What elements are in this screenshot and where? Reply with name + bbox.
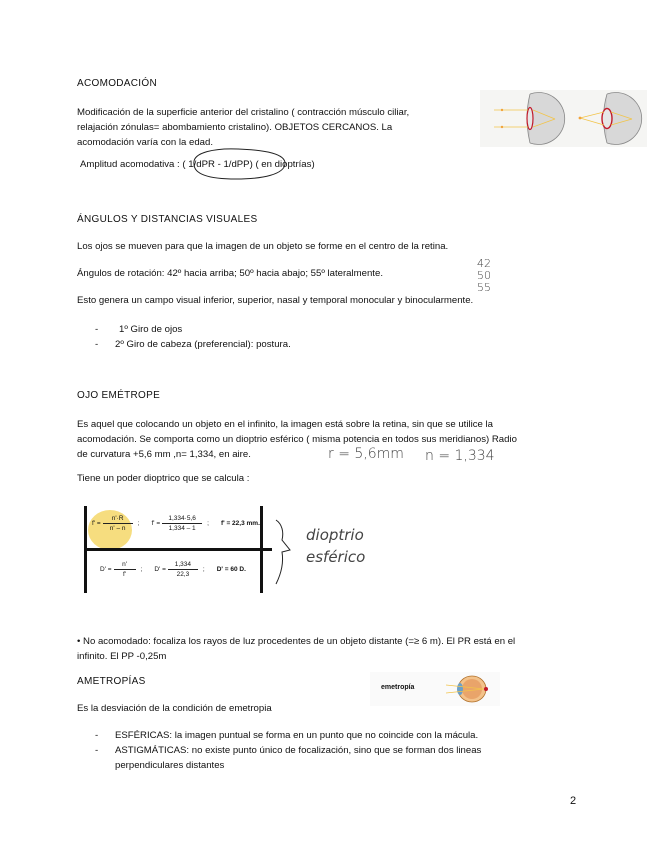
emetropia-figure xyxy=(370,672,500,706)
text-line: acomodación. Se comporta como un dioptrio esférico ( misma potencia en todos sus meridianos) Radio xyxy=(77,434,517,445)
acomodacion-paragraph xyxy=(77,105,472,150)
ametropias-intro: Es la desviación de la condición de emetropia xyxy=(77,703,272,714)
angulos-p2: Ángulos de rotación: 42º hacia arriba; 50º hacia abajo; 55º lateralmente. xyxy=(77,268,383,279)
text-line: Modificación de la superficie anterior del cristalino ( contracción músculo ciliar, xyxy=(77,107,410,118)
frame-middle xyxy=(84,548,272,551)
text-line: relajación zónulas= abombamiento cristalino). OBJETOS CERCANOS. La xyxy=(77,122,393,133)
formula-result: f' = 22,3 mm. xyxy=(220,520,260,527)
list-item: - ASTIGMÁTICAS: no existe punto único de focalización, sino que se forman dos lineas perpendiculares distantes xyxy=(95,745,482,771)
no-acomodado-paragraph xyxy=(77,634,577,664)
ametropias-bullet-list xyxy=(95,728,555,773)
text-line: • No acomodado: focaliza los rayos de luz procedentes de un objeto distante (=≥ 6 m). El PR está en el xyxy=(77,636,516,647)
handwritten-bracket xyxy=(272,512,300,588)
fraction: $\frac{n'}{f'}$ xyxy=(114,561,136,578)
text-line: Es aquel que colocando un objeto en el infinito, la imagen está sobre la retina, sin que se utilice la xyxy=(77,419,493,430)
hand-number: 42 xyxy=(477,257,491,270)
handwritten-note xyxy=(306,524,365,568)
fraction: $\frac{n'\cdot R}{n' - n}$ xyxy=(103,515,133,532)
fraction: $\frac{1,334}{22,3}$ xyxy=(168,561,198,578)
section-heading-ojo-emetrope: OJO EMÉTROPE xyxy=(77,390,161,401)
ojo-emetrope-paragraph xyxy=(77,417,577,462)
fraction: $\frac{1,334\cdot 5,6}{1,334 - 1}$ xyxy=(162,515,202,532)
list-item: - 2º Giro de cabeza (preferencial): postura. xyxy=(95,339,291,350)
formula-label: D' = xyxy=(154,566,166,573)
text-line: infinito. El PP -0,25m xyxy=(77,651,167,662)
page-number: 2 xyxy=(570,795,577,807)
emetropia-eye-icon xyxy=(446,674,498,704)
amplitude-formula: ( 1/dPR - 1/dPP) xyxy=(182,159,253,170)
section-heading-ametropias: AMETROPÍAS xyxy=(77,676,146,687)
accommodation-eye-figure xyxy=(480,90,647,147)
formula-label: f' = xyxy=(151,520,161,527)
formula-separator: ; xyxy=(140,566,143,573)
handwritten-index: n = 1,334 xyxy=(425,448,495,464)
hand-note-line: dioptrio xyxy=(306,526,364,544)
list-item: - ESFÉRICAS: la imagen puntual se forma en un punto que no coincide con la mácula. xyxy=(95,730,479,741)
text-line: de curvatura +5,6 mm ,n= 1,334, en aire. xyxy=(77,449,251,460)
angulos-p1: Los ojos se mueven para que la imagen de un objeto se forme en el centro de la retina. xyxy=(77,241,449,252)
amplitude-prefix: Amplitud acomodativa : xyxy=(80,159,183,170)
formula-separator: ; xyxy=(207,520,209,527)
formula-row-power xyxy=(100,561,246,578)
formula-separator: ; xyxy=(137,520,140,527)
section-heading-angulos: ÁNGULOS Y DISTANCIAS VISUALES xyxy=(77,214,258,225)
angulos-p3: Esto genera un campo visual inferior, superior, nasal y temporal monocular y binocularmente. xyxy=(77,295,474,306)
emetropia-label: emetropía xyxy=(381,684,415,691)
formula-label: f' = xyxy=(92,520,101,527)
hand-number: 55 xyxy=(477,281,491,294)
formula-separator: ; xyxy=(202,566,205,573)
hand-note-line: esférico xyxy=(306,548,366,566)
formula-label: D' = xyxy=(100,566,112,573)
text-line: acomodación varía con la edad. xyxy=(77,137,213,148)
section-heading-acomodacion: ACOMODACIÓN xyxy=(77,78,157,89)
amplitude-suffix: ( en dioptrías) xyxy=(252,159,315,170)
handwritten-ellipse xyxy=(186,146,290,182)
formula-figure xyxy=(84,506,272,593)
handwritten-radius: r = 5,6mm xyxy=(328,446,404,462)
calc-line: Tiene un poder dioptrico que se calcula : xyxy=(77,473,250,484)
accommodation-eye-illustration xyxy=(480,90,647,147)
hand-number: 50 xyxy=(477,269,491,282)
formula-result: D' = 60 D. xyxy=(216,566,246,573)
list-item: - 1º Giro de ojos xyxy=(95,324,183,335)
angulos-bullet-list xyxy=(95,322,291,352)
formula-row-focal xyxy=(92,515,260,532)
handwritten-numbers xyxy=(477,258,491,294)
